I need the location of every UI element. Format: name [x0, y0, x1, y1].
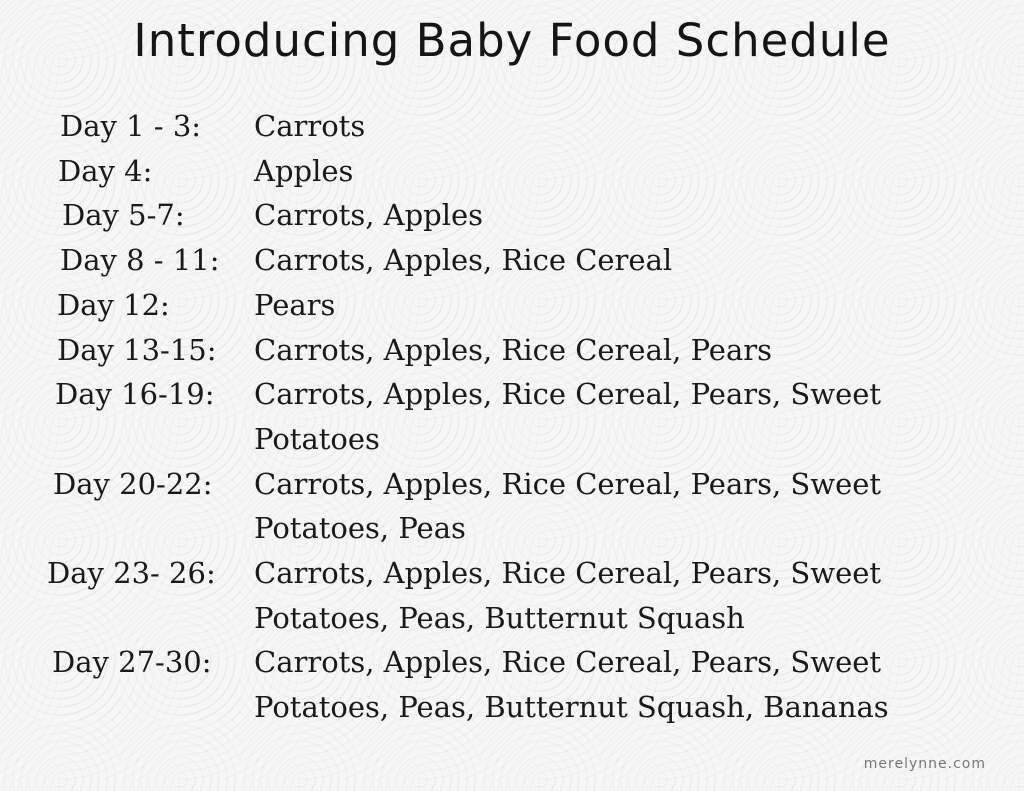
foods-text: Carrots, Apples, Rice Cereal, Pears — [254, 332, 772, 367]
schedule-row — [0, 193, 1024, 238]
day-label: Day 4: — [58, 153, 153, 188]
day-label: Day 23- 26: — [47, 556, 216, 591]
schedule-row — [0, 149, 1024, 194]
foods-text: Carrots, Apples, Rice Cereal, Pears, Sweet Potatoes, Peas — [254, 466, 882, 546]
foods-text: Carrots — [254, 109, 366, 143]
schedule-row — [0, 283, 1024, 328]
schedule-row — [0, 104, 1024, 149]
schedule-row — [0, 462, 1024, 551]
foods-text: Carrots, Apples, Rice Cereal, Pears, Sweet Potatoes — [254, 377, 882, 456]
schedule-row — [0, 551, 1024, 640]
site-credit: merelynne.com — [863, 756, 986, 772]
foods-text: Apples — [254, 153, 354, 188]
day-label: Day 12: — [57, 287, 170, 322]
schedule-row — [0, 372, 1024, 461]
day-label: Day 13-15: — [57, 332, 217, 367]
foods-text: Carrots, Apples, Rice Cereal — [254, 243, 673, 278]
foods-text: Carrots, Apples — [254, 198, 484, 233]
day-label: Day 8 - 11: — [60, 243, 220, 278]
page-title: Introducing Baby Food Schedule — [133, 14, 891, 67]
day-label: Day 27-30: — [52, 645, 212, 680]
day-label: Day 1 - 3: — [60, 109, 202, 143]
foods-text: Pears — [254, 287, 336, 322]
day-label: Day 5-7: — [62, 198, 185, 233]
foods-text: Carrots, Apples, Rice Cereal, Pears, Sweet Potatoes, Peas, Butternut Squash, Bananas — [254, 645, 889, 725]
schedule-row — [0, 238, 1024, 283]
schedule-row — [0, 640, 1024, 729]
foods-text: Carrots, Apples, Rice Cereal, Pears, Sweet Potatoes, Peas, Butternut Squash — [254, 556, 882, 635]
day-label: Day 20-22: — [53, 466, 213, 501]
schedule-list — [0, 104, 1024, 730]
schedule-row — [0, 328, 1024, 373]
day-label: Day 16-19: — [55, 377, 215, 412]
